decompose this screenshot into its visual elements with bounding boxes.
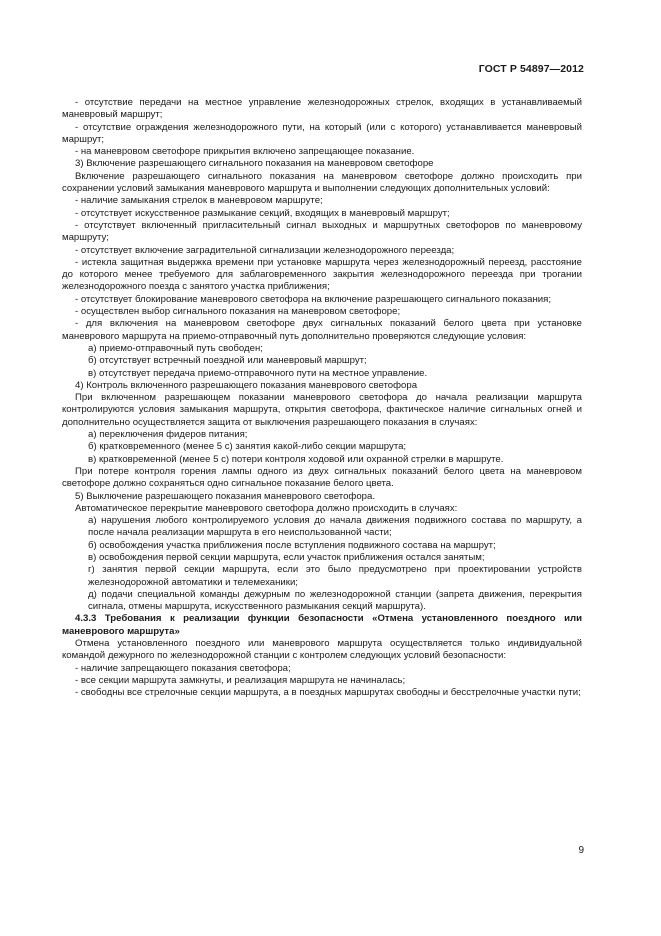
paragraph: - отсутствует включение заградительной сигнализации железнодорожного переезда; xyxy=(75,244,455,256)
page-number: 9 xyxy=(578,845,584,856)
paragraph: б) кратковременного (менее 5 с) занятия какой-либо секции маршрута; xyxy=(88,441,407,453)
paragraph: - на маневровом светофоре прикрытия включено запрещающее показание. xyxy=(75,146,415,158)
paragraph: - наличие замыкания стрелок в маневровом маршруте; xyxy=(75,195,323,207)
paragraph: 3) Включение разрешающего сигнального показания на маневровом светофоре xyxy=(75,158,434,170)
paragraph: Включение разрешающего сигнального показания на маневровом светофоре должно происходить при сохранении условий замыкания маневрового маршрута и выполнении следующих дополнительных условий: xyxy=(62,170,582,195)
paragraph: - все секции маршрута замкнуты, и реализация маршрута не начиналась; xyxy=(75,674,406,686)
paragraph: Отмена установленного поездного или маневрового маршрута осуществляется только индивидуальной командой дежурного по железнодорожной станции с контролем следующих условий безопасности: xyxy=(62,638,582,662)
paragraph: - наличие запрещающего показания светофора; xyxy=(75,662,291,674)
document-body xyxy=(62,97,582,700)
paragraph: - отсутствует включенный пригласительный сигнал выходных и маршрутных светофоров по маневровому маршруту; xyxy=(62,219,582,244)
paragraph: б) отсутствует встречный поездной или маневровый маршрут; xyxy=(88,355,367,367)
paragraph: а) нарушения любого контролируемого условия до начала движения подвижного состава по маршруту, а после начала реализации маршрута в его неиспользованной части; xyxy=(88,515,582,539)
paragraph: При потере контроля горения лампы одного из двух сигнальных показаний белого цвета на маневровом светофоре должно сохраняться одно сигнальное показание белого цвета. xyxy=(62,465,582,490)
paragraph: - отсутствует блокирование маневрового светофора на включение разрешающего сигнального показания; xyxy=(75,293,552,305)
paragraph: - отсутствие передачи на местное управление железнодорожных стрелок, входящих в устанавливаемый маневровый маршрут; xyxy=(62,97,582,121)
paragraph: - свободны все стрелочные секции маршрута, а в поездных маршрутах свободны и бесстрелочные участки пути; xyxy=(75,687,581,699)
paragraph: в) освобождения первой секции маршрута, если участок приближения остался занятым; xyxy=(88,551,485,563)
paragraph: 4) Контроль включенного разрешающего показания маневрового светофора xyxy=(75,379,418,391)
section-heading: 4.3.3 Требования к реализации функции безопасности «Отмена установленного поездного или маневрового маршрута» xyxy=(62,613,582,637)
paragraph: При включенном разрешающем показании маневрового светофора до начала реализации маршрута контролируются условия замыкания маршрута, открытия светофора, фактическое наличие сигнальных огней и дополнительно осуществляется защита от выключения разрешающего показания в случаях: xyxy=(62,392,582,428)
paragraph: д) подачи специальной команды дежурным по железнодорожной станции (запрета движения, перекрытия сигнала, отмены маршрута, искусственного размыкания секций маршрута). xyxy=(88,588,582,613)
paragraph: - для включения на маневровом светофоре двух сигнальных показаний белого цвета при установке маневрового маршрута на приемо-отправочный путь дополнительно проверяются следующие условия: xyxy=(62,318,582,342)
paragraph: г) занятия первой секции маршрута, если это было предусмотрено при проектировании устройств железнодорожной автоматики и телемеханики; xyxy=(88,564,582,588)
paragraph: - отсутствует искусственное размыкание секций, входящих в маневровый маршрут; xyxy=(75,207,450,219)
paragraph: в) кратковременной (менее 5 с) потери контроля ходовой или охранной стрелки в маршруте. xyxy=(88,453,504,465)
paragraph: а) приемо-отправочный путь свободен; xyxy=(88,342,263,354)
paragraph: - отсутствие ограждения железнодорожного пути, на который (или с которого) устанавливается маневровый маршрут; xyxy=(62,121,582,145)
paragraph: 5) Выключение разрешающего показания маневрового светофора. xyxy=(75,490,375,502)
paragraph: - истекла защитная выдержка времени при установке маршрута через железнодорожный переезд, расстояние до которого менее требуемого для заблаговременного закрытия железнодорожного переезда при трогании железнодорожного поезда с занятого участка приближения; xyxy=(62,256,582,293)
document-header: ГОСТ Р 54897—2012 xyxy=(478,63,584,75)
paragraph: в) отсутствует передача приемо-отправочного пути на местное управление. xyxy=(88,367,428,379)
paragraph: Автоматическое перекрытие маневрового светофора должно происходить в случаях: xyxy=(75,502,458,514)
paragraph: б) освобождения участка приближения после вступления подвижного состава на маршрут; xyxy=(88,539,496,551)
paragraph: - осуществлен выбор сигнального показания на маневровом светофоре; xyxy=(75,306,401,318)
paragraph: а) переключения фидеров питания; xyxy=(88,429,248,441)
